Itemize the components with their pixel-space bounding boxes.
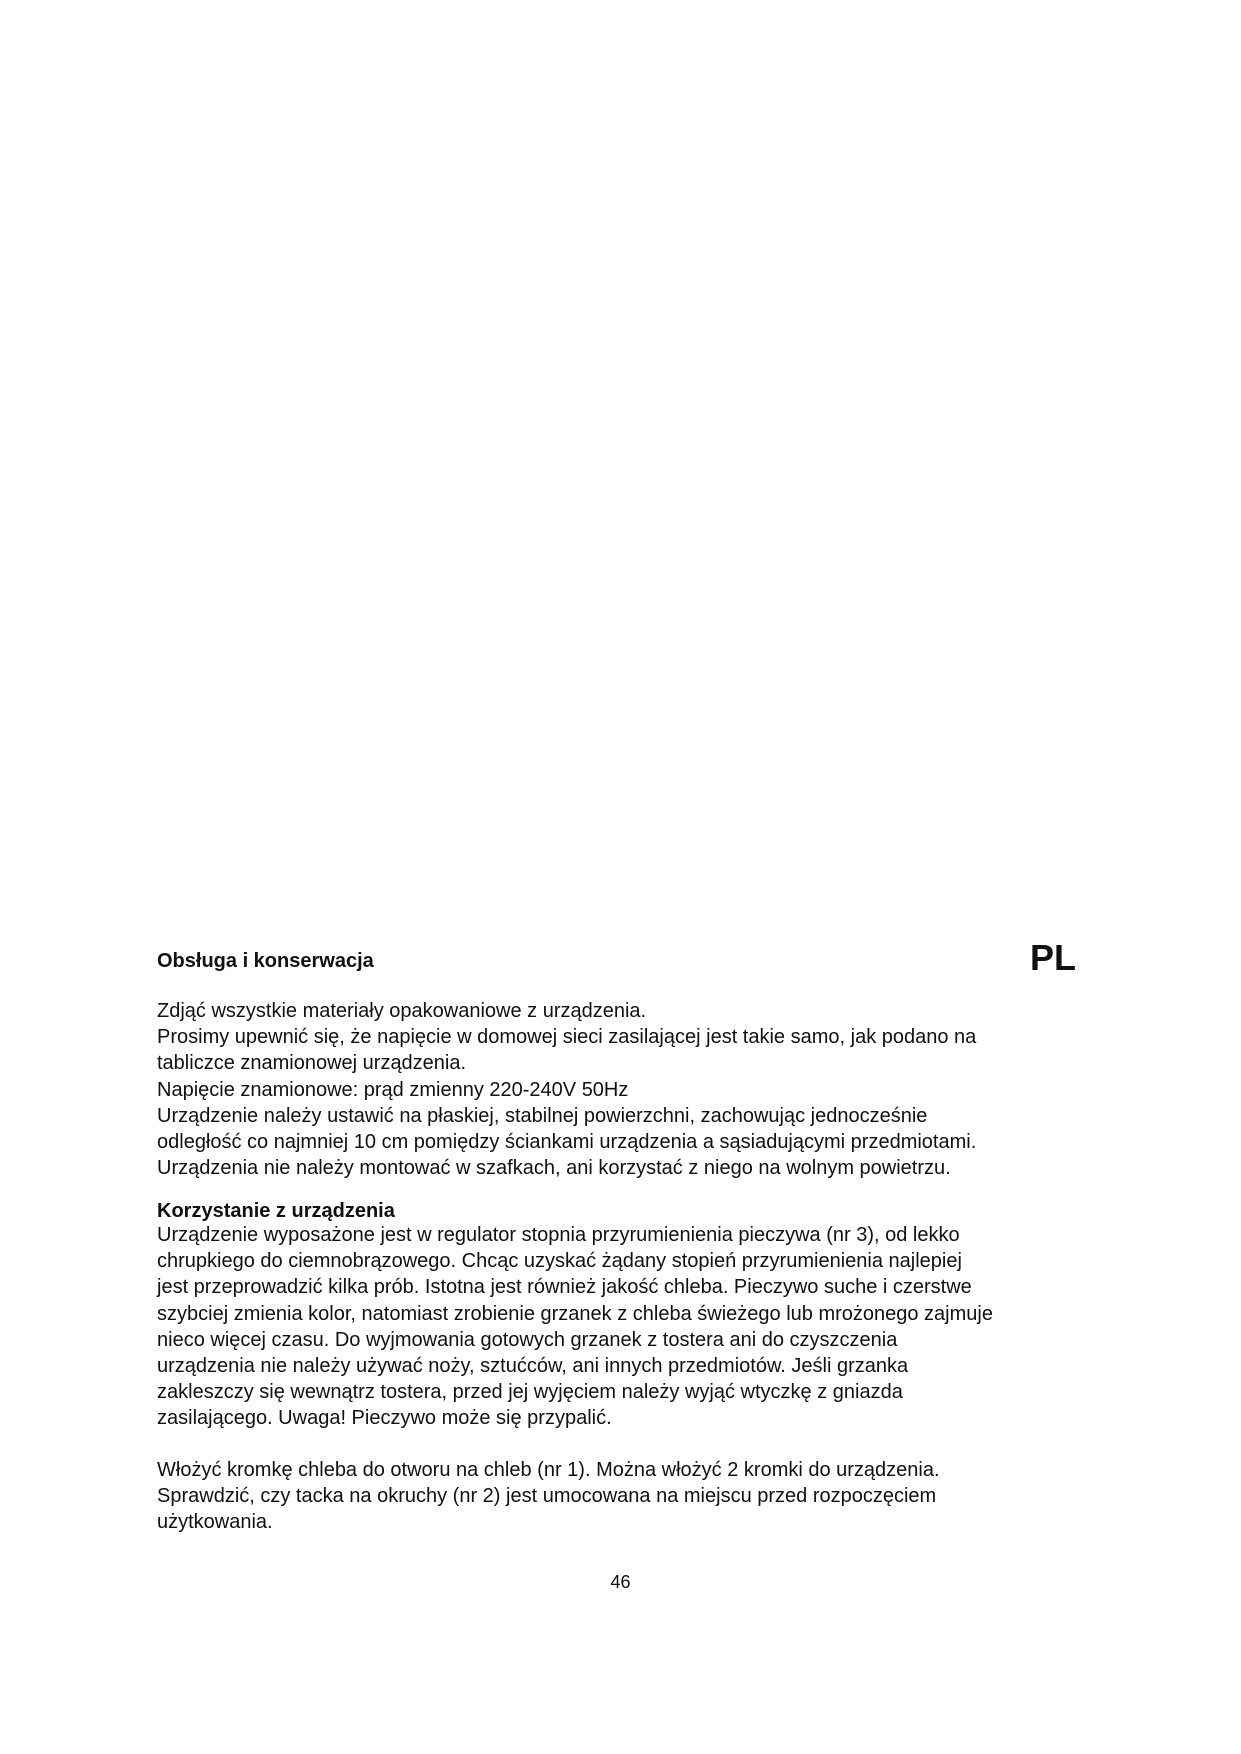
paragraph-line: urządzenia nie należy używać noży, sztućców, ani innych przedmiotów. Jeśli grzanka — [157, 1355, 909, 1378]
paragraph-line: Zdjąć wszystkie materiały opakowaniowe z urządzenia. — [157, 1000, 647, 1022]
paragraph-line: Prosimy upewnić się, że napięcie w domowej sieci zasilającej jest takie samo, jak podano na — [157, 1026, 977, 1049]
paragraph-line: zakleszczy się wewnątrz tostera, przed jej wyjęciem należy wyjąć wtyczkę z gniazda — [157, 1381, 903, 1404]
paragraph-line: jest przeprowadzić kilka prób. Istotna jest również jakość chleba. Pieczywo suche i czerstwe — [157, 1276, 972, 1299]
paragraph-line: użytkowania. — [157, 1511, 273, 1534]
intro-paragraph — [157, 998, 1097, 1181]
section-title-maintenance: Obsługa i konserwacja — [157, 950, 374, 972]
paragraph-line: nieco więcej czasu. Do wyjmowania gotowych grzanek z tostera ani do czyszczenia — [157, 1328, 898, 1351]
insert-bread-paragraph — [157, 1457, 1097, 1536]
paragraph-line: chrupkiego do ciemnobrązowego. Chcąc uzyskać żądany stopień przyrumienienia najlepiej — [157, 1250, 962, 1273]
section-title-usage: Korzystanie z urządzenia — [157, 1200, 395, 1222]
paragraph-line: Napięcie znamionowe: prąd zmienny 220-240V 50Hz — [157, 1078, 629, 1101]
paragraph-line: Włożyć kromkę chleba do otworu na chleb (nr 1). Można włożyć 2 kromki do urządzenia. — [157, 1459, 940, 1481]
paragraph-line: Urządzenie wyposażone jest w regulator stopnia przyrumienienia pieczywa (nr 3), od lekko — [157, 1224, 960, 1246]
paragraph-line: Urządzenie należy ustawić na płaskiej, stabilnej powierzchni, zachowując jednocześnie — [157, 1104, 928, 1127]
paragraph-line: szybciej zmienia kolor, natomiast zrobienie grzanek z chleba świeżego lub mrożonego zajmuje — [157, 1302, 993, 1325]
paragraph-line: zasilającego. Uwaga! Pieczywo może się przypalić. — [157, 1407, 612, 1430]
page-number: 46 — [610, 1572, 631, 1592]
paragraph-line: Sprawdzić, czy tacka na okruchy (nr 2) jest umocowana na miejscu przed rozpoczęciem — [157, 1485, 937, 1508]
language-code: PL — [1030, 937, 1077, 978]
usage-paragraph — [157, 1222, 1097, 1432]
paragraph-line: Urządzenia nie należy montować w szafkach, ani korzystać z niego na wolnym powietrzu. — [157, 1157, 951, 1180]
paragraph-line: odległość co najmniej 10 cm pomiędzy ściankami urządzenia a sąsiadującymi przedmiotami. — [157, 1131, 977, 1154]
paragraph-line: tabliczce znamionowej urządzenia. — [157, 1052, 467, 1075]
